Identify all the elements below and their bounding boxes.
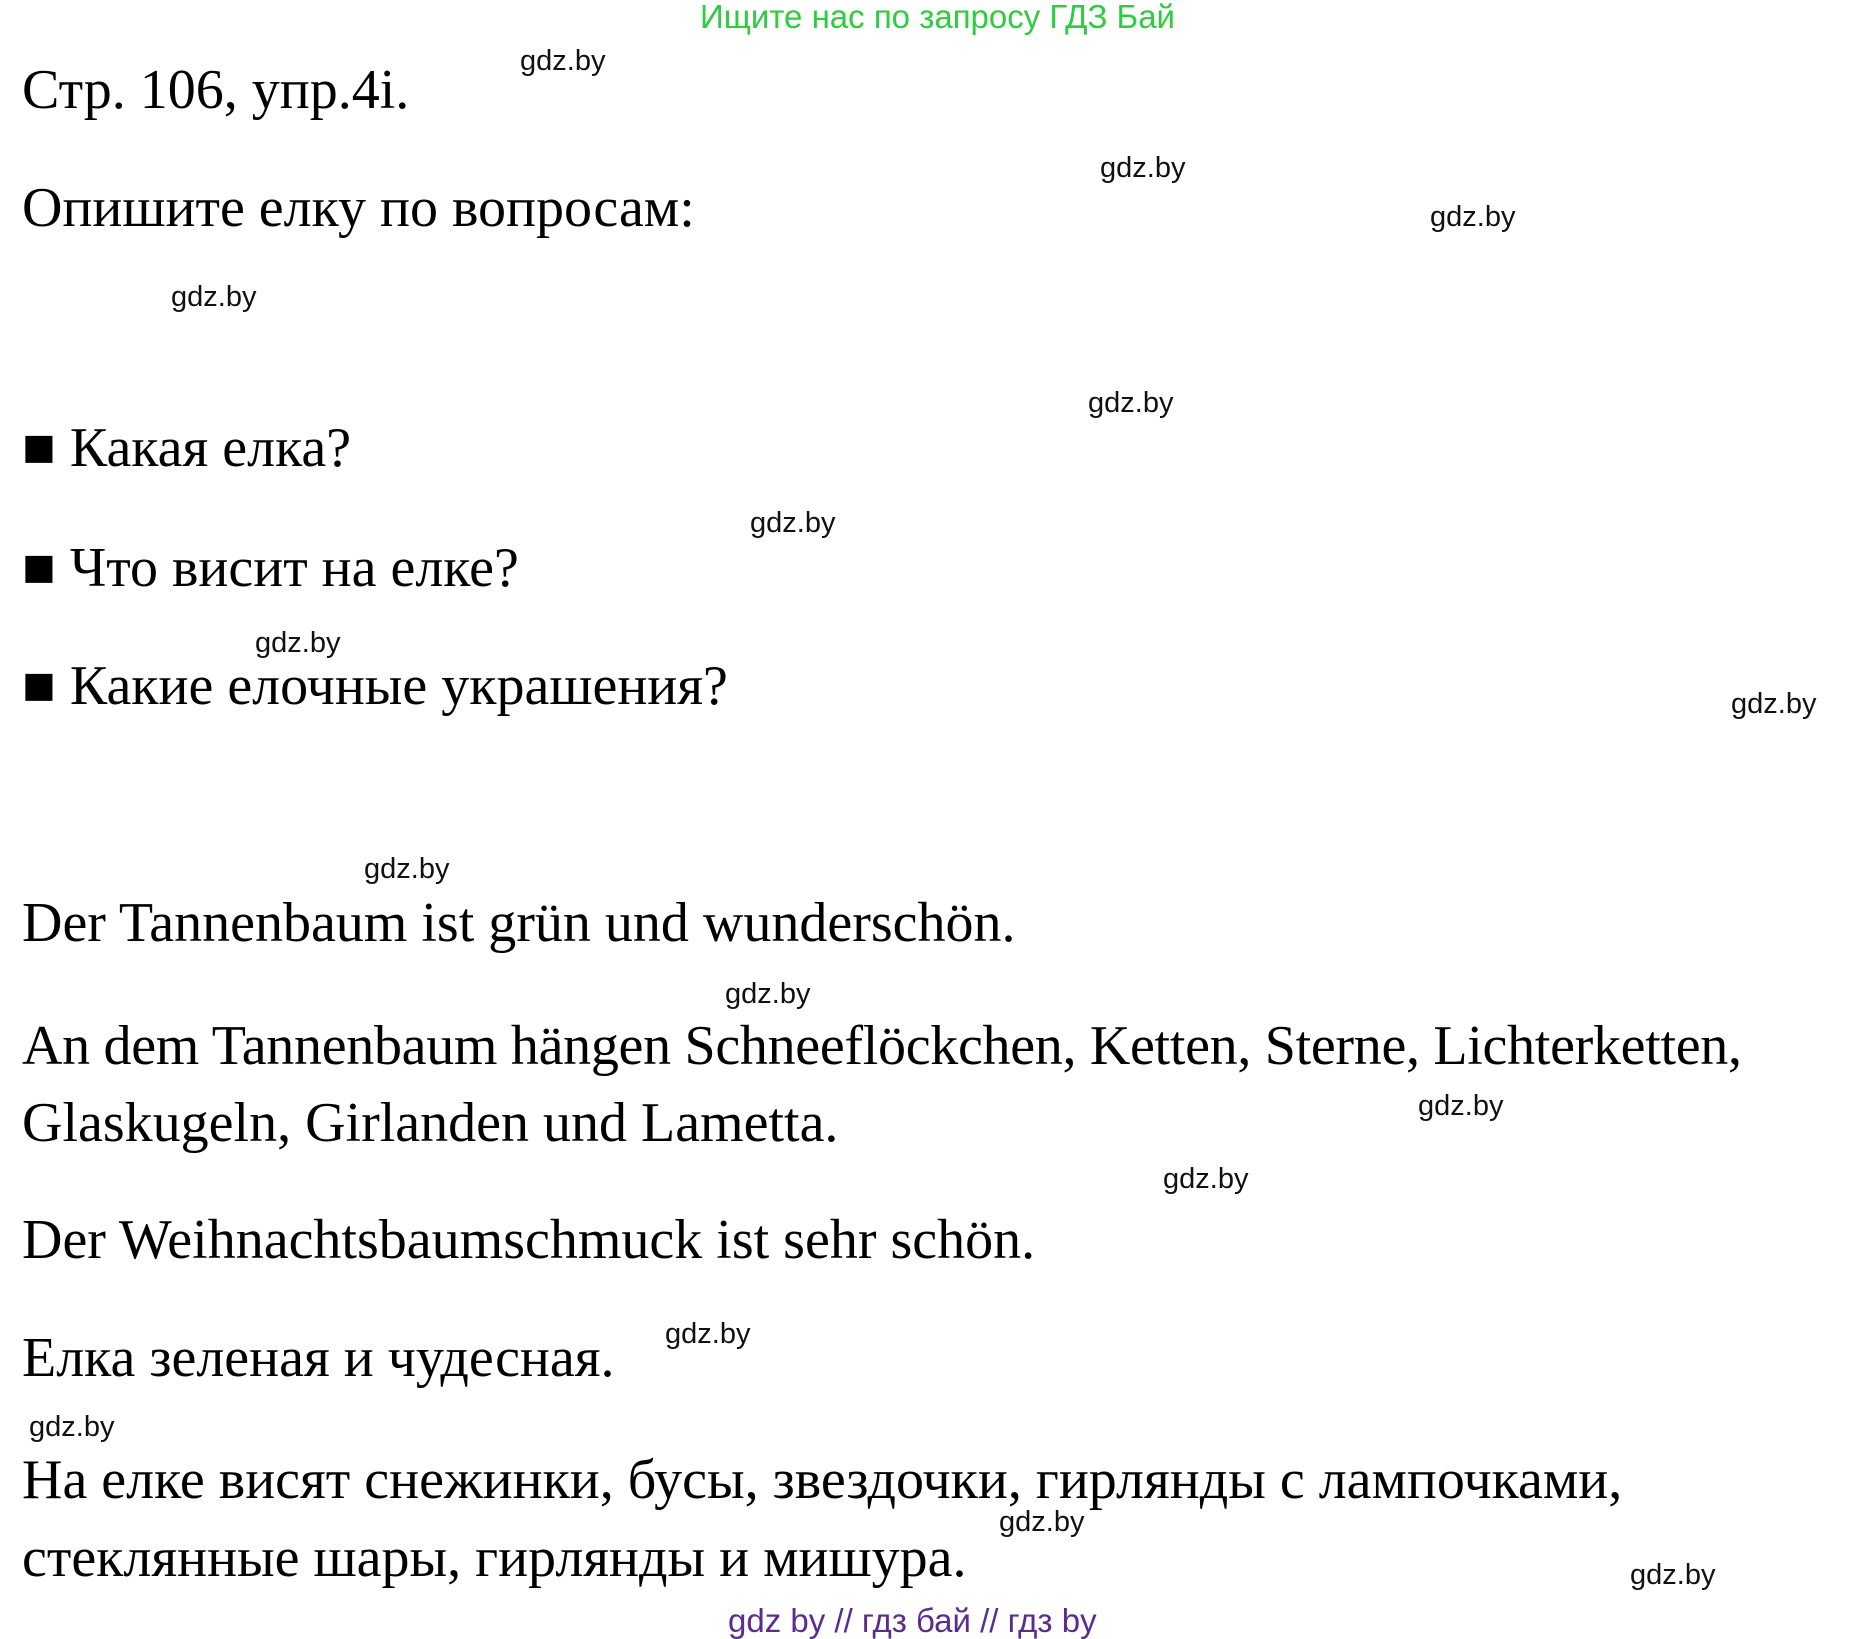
answer-de-line: An dem Tannenbaum hängen Schneeflöckchen, Ketten, Sterne, Lichterketten, [22,1015,1742,1077]
answer-de-line: Glaskugeln, Girlanden und Lametta. [22,1092,839,1154]
answer-de-line: Der Tannenbaum ist grün und wunderschön. [22,892,1016,954]
watermark: gdz.by [1088,387,1174,419]
watermark: gdz.by [255,627,341,659]
search-banner[interactable]: Ищите нас по запросу ГДЗ Бай [700,0,1175,35]
question-item: ■ Какая елка? [22,417,352,479]
answer-ru-line: Елка зеленая и чудесная. [22,1327,615,1389]
watermark: gdz.by [1418,1090,1504,1122]
watermark: gdz.by [725,978,811,1010]
watermark: gdz.by [29,1411,115,1443]
watermark: gdz.by [1630,1559,1716,1591]
watermark: gdz.by [1430,201,1516,233]
watermark: gdz.by [171,281,257,313]
answer-ru-line: стеклянные шары, гирлянды и мишура. [22,1527,967,1589]
answer-de-line: Der Weihnachtsbaumschmuck ist sehr schön. [22,1209,1036,1271]
watermark: gdz.by [364,853,450,885]
watermark: gdz.by [750,507,836,539]
watermark: gdz.by [1163,1163,1249,1195]
watermark: gdz.by [520,45,606,77]
watermark: gdz.by [999,1506,1085,1538]
page-title: Стр. 106, упр.4i. [22,59,410,121]
question-item: ■ Какие елочные украшения? [22,655,728,717]
question-item: ■ Что висит на елке? [22,537,519,599]
task-instruction: Опишите елку по вопросам: [22,177,695,239]
answer-ru-line: На елке висят снежинки, бусы, звездочки, гирлянды с лампочками, [22,1449,1623,1511]
watermark: gdz.by [1731,688,1817,720]
watermark: gdz.by [1100,152,1186,184]
footer-links[interactable]: gdz by // гдз бай // гдз by [728,1602,1097,1639]
watermark: gdz.by [665,1318,751,1350]
